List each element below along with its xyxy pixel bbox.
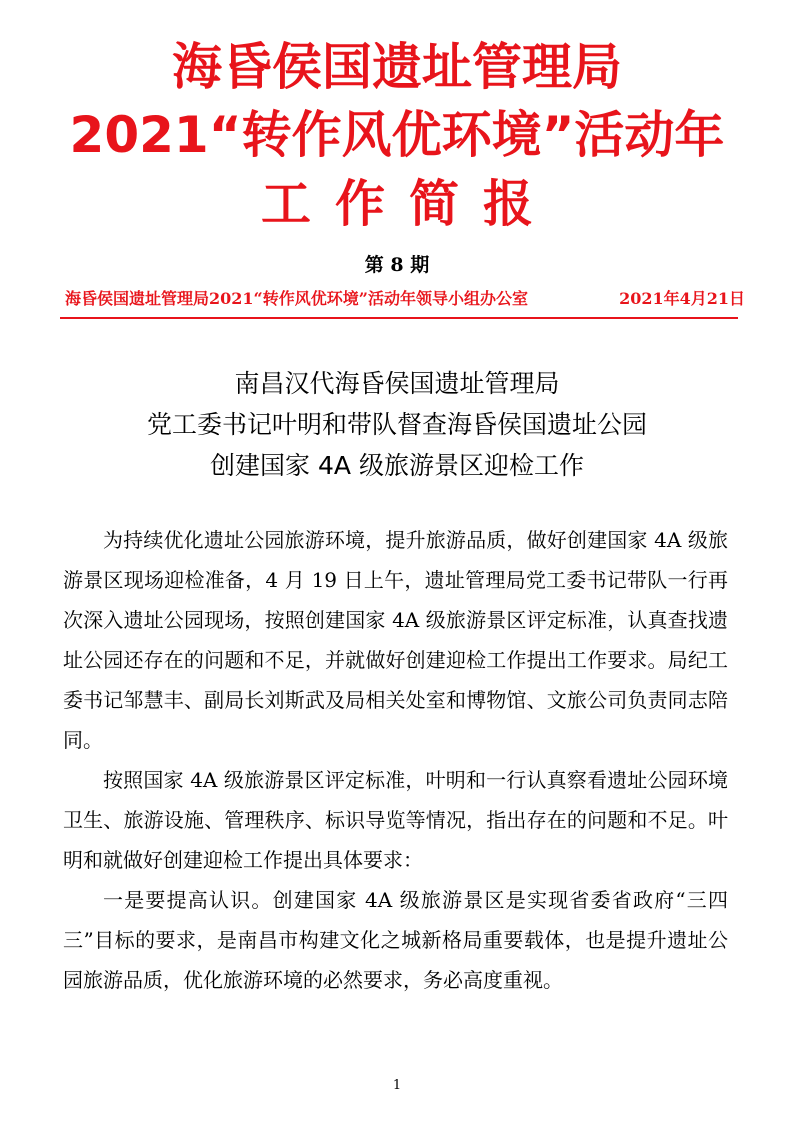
body-paragraph: 一是要提高认识。创建国家 4A 级旅游景区是实现省委省政府“三四三”目标的要求，是南昌市构建文化之城新格局重要载体，也是提升遗址公园旅游品质，优化旅游环境的必然要求，务必高度重视。 [63,888,728,992]
body-paragraph: 为持续优化遗址公园旅游环境，提升旅游品质，做好创建国家 4A 级旅游景区现场迎检准备，4 月 19 日上午，遗址管理局党工委书记带队一行再次深入遗址公园现场，按照创建国家 4A 级旅游景区评定标准，认真查找遗址公园还存在的问题和不足，并就做好创建迎检工作提出工作要求。局纪工委书记邹慧丰、副局长刘斯武及局相关处室和博物馆、文旅公司负责同志陪同。 [63,528,728,752]
publisher-name: 海昏侯国遗址管理局2021“转作风优环境”活动年领导小组办公室 [65,289,528,308]
article-headline-line-3: 创建国家 4A 级旅游景区迎检工作 [210,451,584,480]
publisher-line [65,286,745,312]
masthead-title-line-2: 2021“转作风优环境”活动年 [69,106,725,164]
publish-date: 2021年4月21日 [619,289,745,308]
article-headline-line-1: 南昌汉代海昏侯国遗址管理局 [234,369,560,398]
article-headline-line-2: 党工委书记叶明和带队督查海昏侯国遗址公园 [146,410,647,439]
header-rule [60,317,738,319]
masthead-title-line-3: 工作简报 [261,175,557,233]
body-paragraph: 按照国家 4A 级旅游景区评定标准，叶明和一行认真察看遗址公园环境卫生、旅游设施、管理秩序、标识导览等情况，指出存在的问题和不足。叶明和就做好创建迎检工作提出具体要求： [63,768,728,872]
masthead-title-line-1: 海昏侯国遗址管理局 [172,38,622,96]
article-body [63,520,728,1000]
issue-number: 第 8 期 [364,254,430,276]
page-number: 1 [392,1078,402,1093]
